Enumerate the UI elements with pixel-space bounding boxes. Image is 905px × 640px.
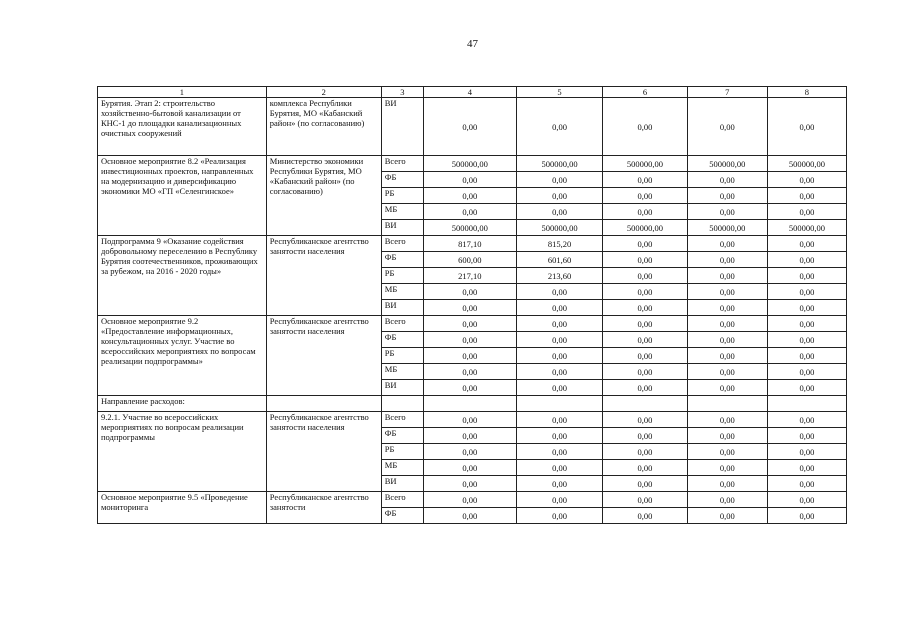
section-divider-label: Направление расходов:	[98, 396, 267, 412]
amount-cell-col-5: 601,60	[516, 252, 603, 268]
amount-cell-col-8: 0,00	[767, 508, 846, 524]
amount-cell-col-4: 0,00	[423, 492, 516, 508]
amount-cell-col-6: 0,00	[603, 332, 687, 348]
amount-cell-col-8: 0,00	[767, 348, 846, 364]
measure-name: Бурятия. Этап 2: строительство хозяйственно-бытовой канализации от КНС-1 до площадки канализационных очистных сооружений	[98, 98, 267, 156]
amount-cell-col-8: 0,00	[767, 412, 846, 428]
amount-cell-col-6: 0,00	[603, 348, 687, 364]
amount-cell-col-7: 0,00	[687, 284, 767, 300]
amount-cell-col-6: 0,00	[603, 300, 687, 316]
amount-cell-col-8: 0,00	[767, 172, 846, 188]
amount-cell-col-6: 0,00	[603, 188, 687, 204]
column-header-8: 8	[767, 87, 846, 98]
amount-cell-col-5: 0,00	[516, 428, 603, 444]
amount-cell-col-7: 0,00	[687, 252, 767, 268]
amount-cell-col-4: 0,00	[423, 412, 516, 428]
amount-cell-col-4: 500000,00	[423, 220, 516, 236]
amount-cell-col-6: 0,00	[603, 380, 687, 396]
amount-cell-col-6: 0,00	[603, 268, 687, 284]
funding-source: РБ	[381, 188, 423, 204]
funding-source: ФБ	[381, 252, 423, 268]
amount-cell-col-8: 500000,00	[767, 220, 846, 236]
amount-cell-col-7: 0,00	[687, 172, 767, 188]
amount-cell-col-6: 0,00	[603, 444, 687, 460]
empty-cell	[687, 396, 767, 412]
amount-cell-col-5: 0,00	[516, 412, 603, 428]
budget-table	[97, 86, 847, 524]
amount-cell-col-4: 0,00	[423, 444, 516, 460]
executor-name: Республиканское агентство занятости населения	[266, 236, 381, 316]
amount-cell-col-6: 0,00	[603, 476, 687, 492]
funding-source: ФБ	[381, 332, 423, 348]
amount-cell-col-5: 0,00	[516, 316, 603, 332]
amount-cell-col-4: 0,00	[423, 508, 516, 524]
amount-cell-col-8: 0,00	[767, 188, 846, 204]
amount-cell-col-4: 0,00	[423, 476, 516, 492]
amount-cell-col-5: 0,00	[516, 460, 603, 476]
amount-cell-col-4: 0,00	[423, 98, 516, 156]
column-header-7: 7	[687, 87, 767, 98]
header-row	[98, 87, 847, 98]
amount-cell-col-6: 500000,00	[603, 156, 687, 172]
amount-cell-col-8: 0,00	[767, 444, 846, 460]
table-row	[98, 156, 847, 172]
amount-cell-col-4: 0,00	[423, 316, 516, 332]
amount-cell-col-4: 217,10	[423, 268, 516, 284]
amount-cell-col-6: 0,00	[603, 492, 687, 508]
column-header-5: 5	[516, 87, 603, 98]
funding-source: ВИ	[381, 476, 423, 492]
funding-source: ФБ	[381, 172, 423, 188]
amount-cell-col-8: 0,00	[767, 268, 846, 284]
amount-cell-col-6: 0,00	[603, 172, 687, 188]
funding-source: ВИ	[381, 98, 423, 156]
funding-source: ВИ	[381, 380, 423, 396]
executor-name: Республиканское агентство занятости	[266, 492, 381, 524]
amount-cell-col-5: 815,20	[516, 236, 603, 252]
amount-cell-col-8: 0,00	[767, 460, 846, 476]
funding-source: Всего	[381, 492, 423, 508]
funding-source: ВИ	[381, 220, 423, 236]
amount-cell-col-5: 0,00	[516, 444, 603, 460]
funding-source: ФБ	[381, 428, 423, 444]
empty-cell	[516, 396, 603, 412]
amount-cell-col-6: 0,00	[603, 460, 687, 476]
amount-cell-col-4: 0,00	[423, 364, 516, 380]
column-header-1: 1	[98, 87, 267, 98]
amount-cell-col-5: 0,00	[516, 492, 603, 508]
amount-cell-col-8: 0,00	[767, 332, 846, 348]
amount-cell-col-7: 0,00	[687, 348, 767, 364]
table-row	[98, 236, 847, 252]
amount-cell-col-7: 0,00	[687, 316, 767, 332]
amount-cell-col-8: 0,00	[767, 492, 846, 508]
amount-cell-col-7: 0,00	[687, 412, 767, 428]
measure-name: Основное мероприятие 9.2 «Предоставление информационных, консультационных услуг. Участие во всероссийских мероприятиях по вопросам реализации подпрограммы»	[98, 316, 267, 396]
amount-cell-col-5: 0,00	[516, 300, 603, 316]
amount-cell-col-4: 0,00	[423, 188, 516, 204]
amount-cell-col-7: 0,00	[687, 444, 767, 460]
funding-source: МБ	[381, 460, 423, 476]
funding-source: Всего	[381, 236, 423, 252]
funding-source: РБ	[381, 268, 423, 284]
funding-source: ФБ	[381, 508, 423, 524]
table-row	[98, 492, 847, 508]
table-row	[98, 98, 847, 156]
amount-cell-col-5: 0,00	[516, 332, 603, 348]
measure-name: 9.2.1. Участие во всероссийских мероприятиях по вопросам реализации подпрограммы	[98, 412, 267, 492]
amount-cell-col-4: 0,00	[423, 204, 516, 220]
amount-cell-col-6: 0,00	[603, 252, 687, 268]
executor-name: Республиканское агентство занятости населения	[266, 412, 381, 492]
funding-source: ВИ	[381, 300, 423, 316]
amount-cell-col-5: 500000,00	[516, 220, 603, 236]
amount-cell-col-6: 0,00	[603, 508, 687, 524]
empty-cell	[381, 396, 423, 412]
amount-cell-col-8: 0,00	[767, 252, 846, 268]
amount-cell-col-7: 0,00	[687, 380, 767, 396]
funding-source: РБ	[381, 444, 423, 460]
table-row	[98, 412, 847, 428]
column-header-6: 6	[603, 87, 687, 98]
amount-cell-col-7: 0,00	[687, 460, 767, 476]
amount-cell-col-7: 500000,00	[687, 156, 767, 172]
measure-name: Подпрограмма 9 «Оказание содействия добровольному переселению в Республику Бурятия соотечественников, проживающих за рубежом, на 2016 - 2020 годы»	[98, 236, 267, 316]
amount-cell-col-7: 0,00	[687, 236, 767, 252]
amount-cell-col-6: 0,00	[603, 428, 687, 444]
amount-cell-col-8: 0,00	[767, 236, 846, 252]
amount-cell-col-7: 0,00	[687, 204, 767, 220]
amount-cell-col-7: 0,00	[687, 332, 767, 348]
amount-cell-col-4: 0,00	[423, 300, 516, 316]
measure-name: Основное мероприятие 9.5 «Проведение мониторинга	[98, 492, 267, 524]
funding-source: МБ	[381, 204, 423, 220]
amount-cell-col-6: 0,00	[603, 364, 687, 380]
amount-cell-col-7: 0,00	[687, 476, 767, 492]
funding-source: Всего	[381, 156, 423, 172]
amount-cell-col-7: 0,00	[687, 492, 767, 508]
amount-cell-col-8: 0,00	[767, 284, 846, 300]
executor-name: комплекса Республики Бурятия, МО «Кабанский район» (по согласованию)	[266, 98, 381, 156]
amount-cell-col-6: 0,00	[603, 412, 687, 428]
amount-cell-col-6: 0,00	[603, 316, 687, 332]
column-header-2: 2	[266, 87, 381, 98]
amount-cell-col-8: 0,00	[767, 428, 846, 444]
amount-cell-col-5: 0,00	[516, 284, 603, 300]
amount-cell-col-8: 0,00	[767, 300, 846, 316]
amount-cell-col-5: 0,00	[516, 476, 603, 492]
amount-cell-col-4: 0,00	[423, 284, 516, 300]
column-header-3: 3	[381, 87, 423, 98]
table-body	[98, 98, 847, 524]
amount-cell-col-6: 500000,00	[603, 220, 687, 236]
amount-cell-col-8: 0,00	[767, 98, 846, 156]
funding-source: Всего	[381, 316, 423, 332]
table-row	[98, 316, 847, 332]
measure-name: Основное мероприятие 8.2 «Реализация инвестиционных проектов, направленных на модернизацию и диверсификацию экономики МО «ГП «Селенгинское»	[98, 156, 267, 236]
amount-cell-col-6: 0,00	[603, 236, 687, 252]
executor-name: Республиканское агентство занятости населения	[266, 316, 381, 396]
column-header-4: 4	[423, 87, 516, 98]
amount-cell-col-5: 0,00	[516, 348, 603, 364]
amount-cell-col-8: 0,00	[767, 316, 846, 332]
empty-cell	[767, 396, 846, 412]
amount-cell-col-4: 500000,00	[423, 156, 516, 172]
amount-cell-col-4: 600,00	[423, 252, 516, 268]
amount-cell-col-5: 213,60	[516, 268, 603, 284]
amount-cell-col-4: 817,10	[423, 236, 516, 252]
amount-cell-col-7: 0,00	[687, 364, 767, 380]
amount-cell-col-7: 0,00	[687, 188, 767, 204]
amount-cell-col-5: 0,00	[516, 188, 603, 204]
amount-cell-col-7: 0,00	[687, 98, 767, 156]
amount-cell-col-4: 0,00	[423, 332, 516, 348]
page-number: 47	[467, 38, 478, 50]
amount-cell-col-4: 0,00	[423, 460, 516, 476]
section-divider-row	[98, 396, 847, 412]
amount-cell-col-5: 0,00	[516, 172, 603, 188]
amount-cell-col-4: 0,00	[423, 348, 516, 364]
amount-cell-col-8: 0,00	[767, 364, 846, 380]
amount-cell-col-6: 0,00	[603, 204, 687, 220]
amount-cell-col-7: 500000,00	[687, 220, 767, 236]
amount-cell-col-5: 0,00	[516, 204, 603, 220]
amount-cell-col-5: 0,00	[516, 98, 603, 156]
amount-cell-col-4: 0,00	[423, 172, 516, 188]
funding-source: МБ	[381, 284, 423, 300]
empty-cell	[423, 396, 516, 412]
funding-source: РБ	[381, 348, 423, 364]
amount-cell-col-6: 0,00	[603, 284, 687, 300]
amount-cell-col-7: 0,00	[687, 300, 767, 316]
amount-cell-col-7: 0,00	[687, 268, 767, 284]
amount-cell-col-5: 0,00	[516, 508, 603, 524]
amount-cell-col-8: 0,00	[767, 380, 846, 396]
amount-cell-col-5: 500000,00	[516, 156, 603, 172]
funding-source: МБ	[381, 364, 423, 380]
empty-cell	[603, 396, 687, 412]
amount-cell-col-5: 0,00	[516, 380, 603, 396]
amount-cell-col-7: 0,00	[687, 508, 767, 524]
amount-cell-col-8: 0,00	[767, 204, 846, 220]
executor-name: Министерство экономики Республики Бурятия, МО «Кабанский район» (по согласованию)	[266, 156, 381, 236]
amount-cell-col-5: 0,00	[516, 364, 603, 380]
empty-cell	[266, 396, 381, 412]
amount-cell-col-4: 0,00	[423, 428, 516, 444]
amount-cell-col-6: 0,00	[603, 98, 687, 156]
amount-cell-col-7: 0,00	[687, 428, 767, 444]
amount-cell-col-8: 0,00	[767, 476, 846, 492]
amount-cell-col-8: 500000,00	[767, 156, 846, 172]
funding-source: Всего	[381, 412, 423, 428]
amount-cell-col-4: 0,00	[423, 380, 516, 396]
